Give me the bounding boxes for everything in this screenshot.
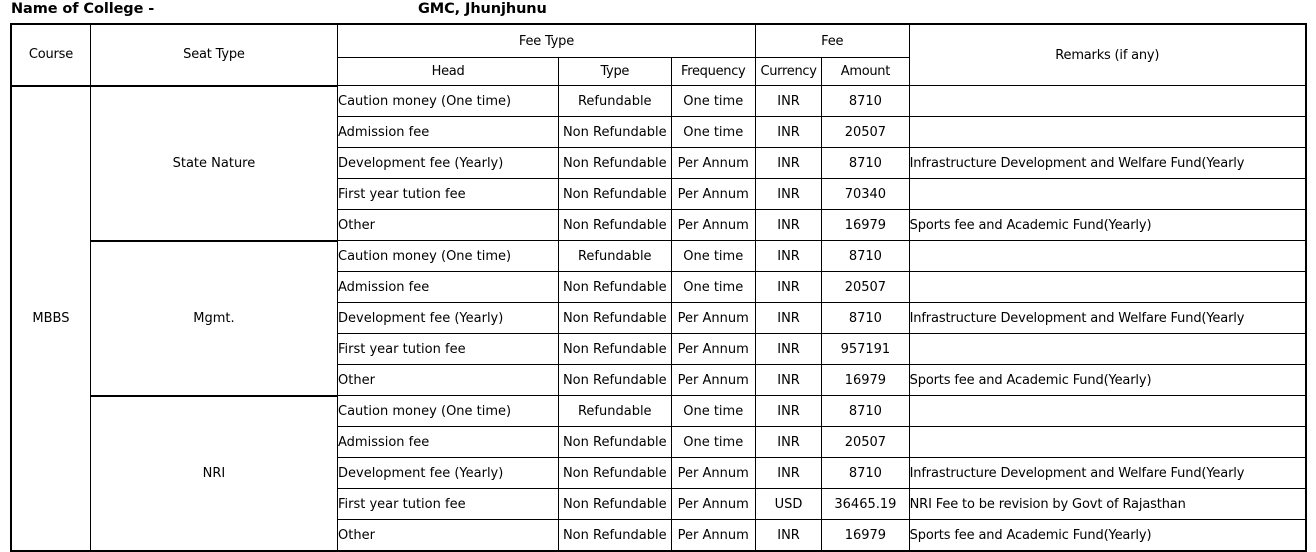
cell-type: Non Refundable xyxy=(559,520,672,552)
fee-structure-table xyxy=(10,23,1307,552)
cell-remarks: Sports fee and Academic Fund(Yearly) xyxy=(909,520,1306,552)
cell-currency: INR xyxy=(755,210,821,241)
cell-remarks xyxy=(909,396,1306,427)
cell-currency: INR xyxy=(755,396,821,427)
cell-frequency: One time xyxy=(671,396,755,427)
cell-frequency: Per Annum xyxy=(671,365,755,396)
cell-amount: 20507 xyxy=(822,117,909,148)
cell-type: Refundable xyxy=(559,86,672,117)
table-row xyxy=(11,86,1306,117)
cell-amount: 8710 xyxy=(822,458,909,489)
cell-head: Other xyxy=(338,210,559,241)
cell-frequency: Per Annum xyxy=(671,489,755,520)
cell-type: Non Refundable xyxy=(559,489,672,520)
cell-amount: 16979 xyxy=(822,520,909,552)
cell-amount: 8710 xyxy=(822,241,909,272)
cell-remarks xyxy=(909,334,1306,365)
col-header-frequency: Frequency xyxy=(671,58,755,86)
cell-head: Other xyxy=(338,520,559,552)
cell-head: Caution money (One time) xyxy=(338,241,559,272)
cell-amount: 957191 xyxy=(822,334,909,365)
col-header-fee: Fee xyxy=(755,24,909,58)
cell-remarks: NRI Fee to be revision by Govt of Rajasthan xyxy=(909,489,1306,520)
cell-currency: INR xyxy=(755,179,821,210)
cell-frequency: One time xyxy=(671,117,755,148)
table-body xyxy=(11,86,1306,552)
cell-type: Non Refundable xyxy=(559,427,672,458)
cell-frequency: Per Annum xyxy=(671,148,755,179)
cell-head: Other xyxy=(338,365,559,396)
cell-type: Non Refundable xyxy=(559,458,672,489)
cell-type: Non Refundable xyxy=(559,117,672,148)
cell-remarks xyxy=(909,427,1306,458)
cell-type: Non Refundable xyxy=(559,272,672,303)
cell-remarks: Infrastructure Development and Welfare Fund(Yearly xyxy=(909,458,1306,489)
cell-type: Refundable xyxy=(559,396,672,427)
cell-seat-type: NRI xyxy=(90,396,337,552)
cell-type: Non Refundable xyxy=(559,365,672,396)
cell-currency: INR xyxy=(755,117,821,148)
cell-course: MBBS xyxy=(11,86,90,552)
cell-currency: INR xyxy=(755,272,821,303)
cell-amount: 20507 xyxy=(822,272,909,303)
cell-remarks xyxy=(909,117,1306,148)
cell-type: Non Refundable xyxy=(559,334,672,365)
cell-frequency: Per Annum xyxy=(671,179,755,210)
col-header-head: Head xyxy=(338,58,559,86)
table-row xyxy=(11,396,1306,427)
cell-currency: INR xyxy=(755,303,821,334)
cell-amount: 16979 xyxy=(822,210,909,241)
cell-currency: INR xyxy=(755,520,821,552)
cell-amount: 16979 xyxy=(822,365,909,396)
header-row-primary xyxy=(11,24,1306,58)
page-title-label: Name of College - xyxy=(11,1,155,17)
cell-head: Development fee (Yearly) xyxy=(338,303,559,334)
college-name: GMC, Jhunjhunu xyxy=(418,1,547,17)
table-head xyxy=(11,24,1306,86)
cell-remarks: Sports fee and Academic Fund(Yearly) xyxy=(909,365,1306,396)
cell-remarks: Sports fee and Academic Fund(Yearly) xyxy=(909,210,1306,241)
cell-currency: USD xyxy=(755,489,821,520)
cell-currency: INR xyxy=(755,86,821,117)
cell-currency: INR xyxy=(755,241,821,272)
cell-head: Development fee (Yearly) xyxy=(338,148,559,179)
cell-type: Non Refundable xyxy=(559,210,672,241)
cell-remarks xyxy=(909,179,1306,210)
cell-amount: 8710 xyxy=(822,303,909,334)
cell-currency: INR xyxy=(755,334,821,365)
cell-head: Admission fee xyxy=(338,427,559,458)
cell-head: Caution money (One time) xyxy=(338,86,559,117)
cell-seat-type: State Nature xyxy=(90,86,337,241)
col-header-seat-type: Seat Type xyxy=(90,24,337,86)
cell-frequency: One time xyxy=(671,241,755,272)
cell-frequency: One time xyxy=(671,427,755,458)
cell-frequency: One time xyxy=(671,272,755,303)
cell-type: Non Refundable xyxy=(559,179,672,210)
cell-amount: 20507 xyxy=(822,427,909,458)
page-title-bar xyxy=(0,0,1316,21)
col-header-type: Type xyxy=(559,58,672,86)
cell-remarks xyxy=(909,241,1306,272)
col-header-currency: Currency xyxy=(755,58,821,86)
table-row xyxy=(11,241,1306,272)
col-header-remarks: Remarks (if any) xyxy=(909,24,1306,86)
cell-amount: 36465.19 xyxy=(822,489,909,520)
cell-frequency: Per Annum xyxy=(671,520,755,552)
cell-amount: 8710 xyxy=(822,86,909,117)
cell-frequency: Per Annum xyxy=(671,458,755,489)
cell-head: Caution money (One time) xyxy=(338,396,559,427)
col-header-fee-type: Fee Type xyxy=(338,24,756,58)
cell-currency: INR xyxy=(755,458,821,489)
cell-remarks xyxy=(909,86,1306,117)
cell-seat-type: Mgmt. xyxy=(90,241,337,396)
cell-currency: INR xyxy=(755,148,821,179)
cell-amount: 8710 xyxy=(822,148,909,179)
col-header-course: Course xyxy=(11,24,90,86)
col-header-amount: Amount xyxy=(822,58,909,86)
cell-head: First year tution fee xyxy=(338,489,559,520)
cell-head: First year tution fee xyxy=(338,179,559,210)
cell-amount: 8710 xyxy=(822,396,909,427)
cell-head: Admission fee xyxy=(338,117,559,148)
cell-frequency: Per Annum xyxy=(671,334,755,365)
cell-head: Admission fee xyxy=(338,272,559,303)
cell-remarks: Infrastructure Development and Welfare Fund(Yearly xyxy=(909,303,1306,334)
cell-frequency: Per Annum xyxy=(671,210,755,241)
cell-amount: 70340 xyxy=(822,179,909,210)
cell-remarks xyxy=(909,272,1306,303)
cell-head: Development fee (Yearly) xyxy=(338,458,559,489)
cell-currency: INR xyxy=(755,427,821,458)
cell-frequency: Per Annum xyxy=(671,303,755,334)
cell-type: Non Refundable xyxy=(559,303,672,334)
cell-frequency: One time xyxy=(671,86,755,117)
cell-head: First year tution fee xyxy=(338,334,559,365)
cell-type: Non Refundable xyxy=(559,148,672,179)
cell-remarks: Infrastructure Development and Welfare Fund(Yearly xyxy=(909,148,1306,179)
cell-type: Refundable xyxy=(559,241,672,272)
cell-currency: INR xyxy=(755,365,821,396)
